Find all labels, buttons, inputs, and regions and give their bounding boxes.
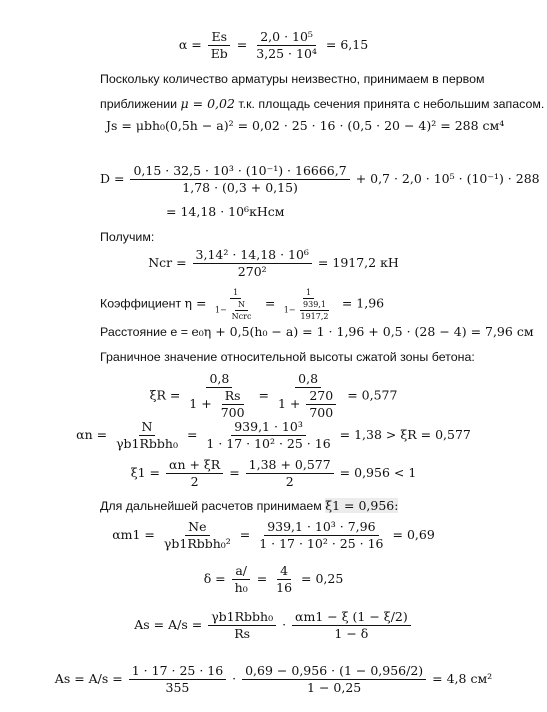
frac-num: 3,14² · 14,18 · 10⁶ xyxy=(193,248,312,264)
equation-delta: δ = $\frac{a/}{\text{h₀}}$ = $\frac{4}{16}$ = 0,25 xyxy=(203,563,344,595)
frac-num: 1,38 + 0,577 xyxy=(246,458,334,474)
frac-den: 700 xyxy=(220,405,245,420)
frac-num: 0,8 xyxy=(295,372,321,388)
frac-num: a/ xyxy=(232,564,250,580)
eq-delta-lhs: δ = xyxy=(203,571,226,586)
frac-den: 2 xyxy=(190,474,199,489)
equation-ncr xyxy=(0,248,547,279)
equation-js: Js = μbh₀(0,5h − a)² = 0,02 · 25 · 16 · (0,5 · 20 − 4)² = 288 см⁴ xyxy=(106,118,505,133)
frac-num: 270 xyxy=(306,389,336,405)
eq-as2-lhs: As = A/s = xyxy=(54,671,123,686)
frac-den-text: 1 + xyxy=(277,396,301,411)
frac-den-text: 1− xyxy=(214,305,227,315)
highlighted-value: ξ1 = 0,956: xyxy=(325,498,399,513)
frac-num: 1 · 17 · 25 · 16 xyxy=(129,664,226,680)
equation-eta: Коэффициент η = 1 1− $\frac{N}{\text{Ncrc}}$ = 1 1− $\frac{939,1}{1917,2}$ = 1,96 xyxy=(100,288,385,321)
e-formula: e₀η + 0,5(h₀ − a) = 1 · 1,96 + 0,5 · (28 − 4) = 7,96 см xyxy=(191,324,534,339)
frac-den: Eb xyxy=(210,46,228,61)
frac-den: γb1Rbbh₀ xyxy=(116,436,178,451)
frac-den: 1 − δ xyxy=(334,626,369,641)
eq-alpha-m1-rhs: = 0,69 xyxy=(392,527,435,542)
frac-num: N xyxy=(235,300,248,311)
frac-num: 0,8 xyxy=(206,372,232,388)
frac-num: 939,1 · 10³ xyxy=(231,420,306,436)
eq-delta-rhs: = 0,25 xyxy=(301,571,344,586)
frac-num: 0,15 · 32,5 · 10³ · (10⁻¹) · 16666,7 xyxy=(130,164,349,180)
frac-den-text: 1− xyxy=(283,305,296,315)
frac-num: 1 xyxy=(230,288,241,299)
frac-den: 1 − 0,25 xyxy=(307,680,362,695)
eq-ncr-lhs: Ncr = xyxy=(148,255,187,270)
equation-alpha-n: αn = $\frac{N}{\text{γb1Rbbh₀}}$ = $\frac{\text{939,1 · 10³}}{\text{1 · 17 · 10² · 25 · 16}}$ = 1,38 > ξR = 0,577 xyxy=(76,419,471,451)
equation-d-result: = 14,18 · 10⁶кНсм xyxy=(166,204,285,219)
frac-num: 939,1 xyxy=(300,300,329,311)
frac-den: 16 xyxy=(276,580,293,595)
para-text: приближении xyxy=(100,97,178,111)
frac-num: αn + ξR xyxy=(166,458,223,474)
eta-rhs: = 1,96 xyxy=(341,295,385,311)
eq-alpha-rhs: = 6,15 xyxy=(325,37,369,52)
eq-xi-r-lhs: ξR = xyxy=(149,387,181,403)
eq-alpha-n-lhs: αn = xyxy=(76,427,108,442)
label-granichnoe: Граничное значение относительной высоты сжатой зоны бетона: xyxy=(100,350,475,364)
frac-num: N xyxy=(139,420,156,436)
eq-ncr-rhs: = 1917,2 кН xyxy=(317,255,399,270)
frac-den: Ncrc xyxy=(231,312,252,321)
frac-num: Es xyxy=(208,30,230,46)
frac-num: 1 xyxy=(303,288,314,299)
frac-num: γb1Rbbh₀ xyxy=(208,610,276,626)
eq-alpha-m1-lhs: αm1 = xyxy=(112,527,155,542)
eq-as-lhs: As = A/s = xyxy=(134,617,203,632)
frac-den: 2 xyxy=(285,474,294,489)
frac-den: Rs xyxy=(234,626,251,641)
equation-alpha: α = $\frac{Es}{Eb}$ = $\frac{\text{2,0 · 10⁵}}{\text{3,25 · 10⁴}}$ = 6,15 xyxy=(178,29,369,61)
equation-alpha-m1: αm1 = $\frac{Ne}{\text{γb1Rbbh₀²}}$ = $\frac{\text{939,1 · 10³ · 7,96}}{\text{1 · 17 · 10² · 25 · 16}}$ = 0,69 xyxy=(112,519,435,551)
eq-xi-r-rhs: = 0,577 xyxy=(347,387,398,403)
frac-num: 4 xyxy=(277,564,291,580)
e-label: Расстояние e = xyxy=(100,325,188,339)
label-text: Для дальнейшей расчетов принимаем xyxy=(100,499,322,513)
frac-num: 0,69 − 0,956 · (1 − 0,956/2) xyxy=(242,664,426,680)
eq-d-rest: + 0,7 · 2,0 · 10⁵ · (10⁻¹) · 288 xyxy=(355,171,540,186)
eq-alpha-n-rhs: = 1,38 > ξR = 0,577 xyxy=(339,427,471,442)
equation-e xyxy=(100,324,534,340)
eq-d-lhs: D = xyxy=(100,171,125,186)
label-poluchim: Получим: xyxy=(100,230,155,244)
eta-symbol: η = xyxy=(184,295,207,311)
equation-xi-r: ξR = 0,8 1 + $\frac{Rs}{700}$ = 0,8 1 + $\frac{270}{700}$ = 0,577 xyxy=(149,371,398,420)
equation-as-formula: As = A/s = $\frac{\text{γb1Rbbh₀}}{Rs}$ · $\frac{\alpha m1 - \xi (1 - \xi/2)}{1 - \delta}$ xyxy=(0,610,547,641)
frac-den: 1 · 17 · 10² · 25 · 16 xyxy=(206,436,331,451)
eq-xi1-lhs: ξ1 = xyxy=(130,465,161,480)
eta-label: Коэффициент xyxy=(100,296,182,311)
frac-num: 2,0 · 10⁵ xyxy=(257,30,316,46)
frac-den: 270² xyxy=(237,264,267,279)
frac-den: 700 xyxy=(309,405,334,420)
frac-num: Ne xyxy=(185,520,209,536)
frac-num: Rs xyxy=(222,389,244,405)
frac-den: γb1Rbbh₀² xyxy=(163,536,231,551)
equation-xi-1: ξ1 = $\frac{\alpha n + \xi R}{2}$ = $\frac{1,38 + 0,577}{2}$ = 0,956 < 1 xyxy=(130,457,417,489)
label-dalneishei xyxy=(100,498,398,513)
equation-d xyxy=(100,164,540,195)
frac-den: 1 · 17 · 10² · 25 · 16 xyxy=(259,536,384,551)
frac-den: h₀ xyxy=(234,580,248,595)
para-text: т.к. площадь сечения принята с небольшим запасом. xyxy=(238,97,545,111)
equation-as-numeric: As = A/s = $\frac{1 \cdot 17 \cdot 25 \cdot 16}{355}$ · $\frac{0,69 - 0,956 \cdot (1 - 0,956/2)}{1 - 0,25}$ = 4,8 см² xyxy=(54,663,493,695)
eq-xi1-rhs: = 0,956 < 1 xyxy=(339,465,417,480)
frac-num: 939,1 · 10³ · 7,96 xyxy=(264,520,378,536)
para-mu: μ = 0,02 xyxy=(180,96,235,111)
eq-as2-rhs: = 4,8 см² xyxy=(432,671,493,686)
eq-alpha-lhs: α = xyxy=(178,37,202,52)
frac-den: 1917,2 xyxy=(300,312,329,321)
frac-den-text: 1 + xyxy=(189,396,212,411)
frac-den: 3,25 · 10⁴ xyxy=(256,46,317,61)
frac-num: αm1 − ξ (1 − ξ/2) xyxy=(292,610,411,626)
frac-den: 355 xyxy=(165,680,190,695)
paragraph-line-2 xyxy=(100,96,544,111)
frac-den: 1,78 · (0,3 + 0,15) xyxy=(182,180,298,195)
paragraph-line-1: Поскольку количество арматуры неизвестно, принимаем в первом xyxy=(100,72,485,86)
